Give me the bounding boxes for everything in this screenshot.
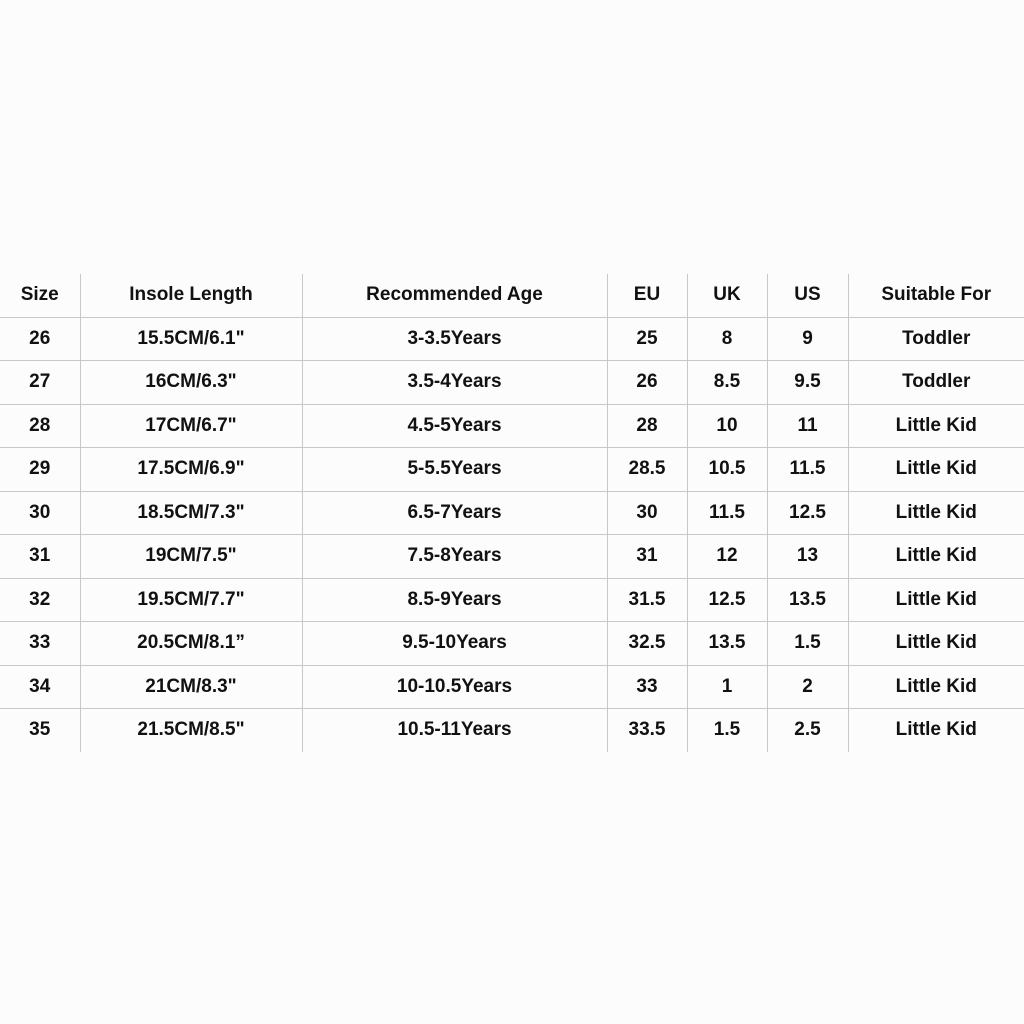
cell-eu: 28.5 [607,448,687,492]
size-chart-table [0,274,1024,752]
cell-insole-length: 19.5CM/7.7" [80,578,302,622]
cell-eu: 33.5 [607,709,687,752]
cell-size: 30 [0,491,80,535]
cell-recommended-age: 9.5-10Years [302,622,607,666]
cell-suitable-for: Little Kid [848,665,1024,709]
cell-uk: 8.5 [687,361,767,405]
table-row [0,665,1024,709]
header-us: US [767,274,848,317]
cell-uk: 1.5 [687,709,767,752]
cell-suitable-for: Little Kid [848,491,1024,535]
table-row [0,491,1024,535]
cell-eu: 32.5 [607,622,687,666]
cell-insole-length: 15.5CM/6.1" [80,317,302,361]
cell-recommended-age: 6.5-7Years [302,491,607,535]
cell-eu: 28 [607,404,687,448]
header-suitable-for: Suitable For [848,274,1024,317]
cell-recommended-age: 10.5-11Years [302,709,607,752]
table-header [0,274,1024,317]
cell-insole-length: 19CM/7.5" [80,535,302,579]
cell-recommended-age: 8.5-9Years [302,578,607,622]
cell-uk: 11.5 [687,491,767,535]
table-row [0,709,1024,752]
cell-us: 9 [767,317,848,361]
cell-insole-length: 20.5CM/8.1” [80,622,302,666]
cell-suitable-for: Little Kid [848,578,1024,622]
cell-size: 28 [0,404,80,448]
cell-insole-length: 17CM/6.7" [80,404,302,448]
cell-us: 2 [767,665,848,709]
cell-us: 12.5 [767,491,848,535]
cell-size: 29 [0,448,80,492]
cell-size: 33 [0,622,80,666]
cell-eu: 25 [607,317,687,361]
cell-insole-length: 16CM/6.3" [80,361,302,405]
cell-suitable-for: Little Kid [848,535,1024,579]
cell-us: 1.5 [767,622,848,666]
cell-eu: 26 [607,361,687,405]
cell-insole-length: 21.5CM/8.5" [80,709,302,752]
cell-us: 2.5 [767,709,848,752]
cell-us: 11.5 [767,448,848,492]
cell-uk: 12 [687,535,767,579]
cell-suitable-for: Toddler [848,361,1024,405]
cell-recommended-age: 7.5-8Years [302,535,607,579]
table-row [0,448,1024,492]
cell-recommended-age: 3.5-4Years [302,361,607,405]
cell-uk: 12.5 [687,578,767,622]
cell-uk: 13.5 [687,622,767,666]
cell-us: 13.5 [767,578,848,622]
cell-suitable-for: Little Kid [895,719,977,741]
table-body [0,317,1024,752]
cell-us: 9.5 [767,361,848,405]
header-eu: EU [607,274,687,317]
cell-uk: 8 [687,317,767,361]
cell-recommended-age: 5-5.5Years [302,448,607,492]
cell-eu: 33 [607,665,687,709]
table-row [0,317,1024,361]
header-recommended-age: Recommended Age [302,274,607,317]
table-row [0,578,1024,622]
table-row [0,622,1024,666]
cell-suitable-for: Toddler [848,317,1024,361]
cell-size: 26 [0,317,80,361]
cell-uk: 1 [687,665,767,709]
cell-size: 27 [0,361,80,405]
cell-eu: 31.5 [607,578,687,622]
cell-size: 34 [0,665,80,709]
header-row [0,274,1024,317]
cell-eu: 30 [607,491,687,535]
cell-insole-length: 21CM/8.3" [80,665,302,709]
cell-insole-length: 17.5CM/6.9" [80,448,302,492]
header-insole-length: Insole Length [80,274,302,317]
cell-us: 13 [767,535,848,579]
cell-recommended-age: 4.5-5Years [302,404,607,448]
cell-size: 31 [0,535,80,579]
cell-insole-length: 18.5CM/7.3" [80,491,302,535]
cell-us: 11 [767,404,848,448]
table-row [0,361,1024,405]
cell-size: 32 [0,578,80,622]
cell-suitable-for: Little Kid [848,404,1024,448]
cell-eu: 31 [607,535,687,579]
cell-recommended-age: 3-3.5Years [302,317,607,361]
table-row [0,535,1024,579]
cell-uk: 10 [687,404,767,448]
cell-suitable-for: Little Kid [848,448,1024,492]
table-row [0,404,1024,448]
header-size: Size [0,274,80,317]
header-uk: UK [687,274,767,317]
cell-recommended-age: 10-10.5Years [302,665,607,709]
cell-suitable-for: Little Kid [848,622,1024,666]
cell-uk: 10.5 [687,448,767,492]
cell-size: 35 [0,709,80,752]
